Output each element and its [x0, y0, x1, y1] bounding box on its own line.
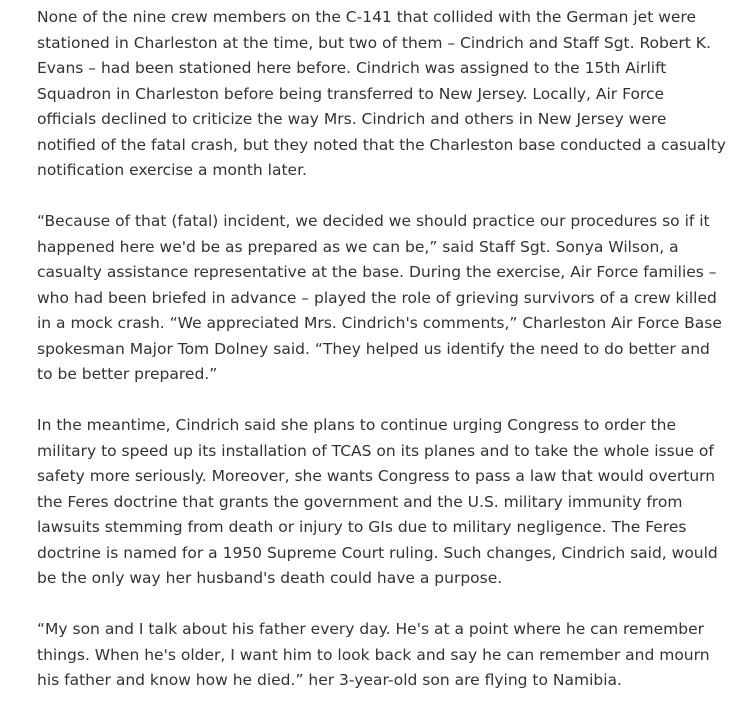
paragraph-son-quote: “My son and I talk about his father every day. He's at a point where he can remember things. When he's older, I want him to look back and say he can remember and mourn his father and know how he died.” her 3-year-old son are flying to Namibia. [37, 620, 710, 689]
paragraph-congress-feres: In the meantime, Cindrich said she plans to continue urging Congress to order the military to speed up its installation of TCAS on its planes and to take the whole issue of safety more seriously. Moreover, she wants Congress to pass a law that would overturn the Feres doctrine that grants the government and the U.S. military immunity from lawsuits stemming from death or injury to GIs due to military negligence. The Feres doctrine is named for a 1950 Supreme Court ruling. Such changes, Cindrich said, would be the only way her husband's death could have a purpose. [37, 416, 718, 587]
paragraph-crew-members: None of the nine crew members on the C-141 that collided with the German jet were stationed in Charleston at the time, but two of them – Cindrich and Staff Sgt. Robert K. Evans – had been stationed here before. Cindrich was assigned to the 15th Airlift Squadron in Charleston before being transferred to New Jersey. Locally, Air Force officials declined to criticize the way Mrs. Cindrich and others in New Jersey were notified of the fatal crash, but they noted that the Charleston base conducted a casualty notification exercise a month later. [37, 8, 726, 179]
paragraph-casualty-exercise: “Because of that (fatal) incident, we decided we should practice our procedures so if it happened here we'd be as prepared as we can be,” said Staff Sgt. Sonya Wilson, a casualty assistance representative at the base. During the exercise, Air Force families – who had been briefed in advance – played the role of grieving survivors of a crew killed in a mock crash. “We appreciated Mrs. Cindrich's comments,” Charleston Air Force Base spokesman Major Tom Dolney said. “They helped us identify the need to do better and to be better prepared.” [37, 212, 722, 383]
article-body [37, 5, 727, 694]
